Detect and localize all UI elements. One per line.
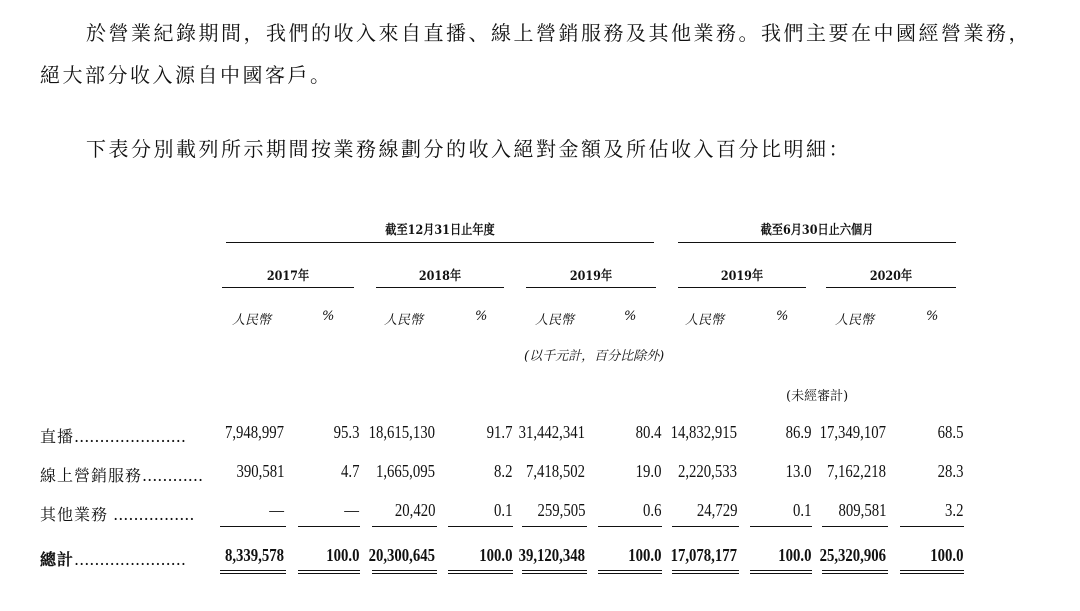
currency-label: 人民幣 xyxy=(535,313,575,328)
subtotal-rule xyxy=(372,526,437,527)
intro-paragraph: 於營業紀錄期間，我們的收入來自直播、線上營銷服務及其他業務。我們主要在中國經營業務，絕大部分收入源自中國客戶。 xyxy=(40,21,1031,87)
percent-cell: 8.2 xyxy=(493,461,512,481)
row-label-leader: ................ xyxy=(108,505,195,524)
subtotal-rule xyxy=(298,526,360,527)
percent-label: % xyxy=(475,309,488,324)
total-double-rule xyxy=(448,570,513,574)
total-amount-cell: 20,300,645 xyxy=(368,545,435,565)
percent-cell: 80.4 xyxy=(635,422,661,442)
total-percent-cell: 100.0 xyxy=(627,545,661,565)
group-header: 截至6月30日止六個月 xyxy=(760,223,874,238)
total-percent-cell: 100.0 xyxy=(478,545,512,565)
percent-label: % xyxy=(926,309,939,324)
row-label xyxy=(40,502,194,525)
total-double-rule xyxy=(750,570,812,574)
subtotal-rule xyxy=(672,526,739,527)
period-header-rule xyxy=(678,287,806,288)
percent-cell: 19.0 xyxy=(635,461,661,481)
period-header: 2019年 xyxy=(569,269,613,284)
amount-cell: 7,948,997 xyxy=(224,422,284,442)
total-amount-cell: 25,320,906 xyxy=(819,545,886,565)
amount-cell: 31,442,341 xyxy=(518,422,585,442)
total-double-rule xyxy=(522,570,587,574)
row-label-text: 其他業務 xyxy=(40,505,109,524)
percent-cell: 95.3 xyxy=(333,422,359,442)
group-header: 截至12月31日止年度 xyxy=(385,223,495,238)
amount-cell: 18,615,130 xyxy=(368,422,435,442)
subtotal-rule xyxy=(900,526,964,527)
total-amount-cell: 39,120,348 xyxy=(518,545,585,565)
period-header-rule xyxy=(222,287,354,288)
amount-cell: 2,220,533 xyxy=(677,461,737,481)
percent-cell: 3.2 xyxy=(944,500,963,520)
percent-cell: 68.5 xyxy=(937,422,963,442)
total-double-rule xyxy=(672,570,739,574)
total-double-rule xyxy=(598,570,662,574)
subtotal-rule xyxy=(822,526,888,527)
percent-label: % xyxy=(322,309,335,324)
percent-cell: — xyxy=(344,500,359,520)
amount-cell: 20,420 xyxy=(394,500,435,520)
total-label xyxy=(40,547,186,570)
percent-cell: 0.1 xyxy=(792,500,811,520)
total-label-leader: ...................... xyxy=(74,550,186,569)
currency-label: 人民幣 xyxy=(384,313,424,328)
total-double-rule xyxy=(822,570,888,574)
currency-label: 人民幣 xyxy=(685,313,725,328)
amount-cell: — xyxy=(269,500,284,520)
total-double-rule xyxy=(372,570,437,574)
period-header-rule xyxy=(826,287,956,288)
percent-cell: 13.0 xyxy=(785,461,811,481)
amount-cell: 24,729 xyxy=(696,500,737,520)
percent-cell: 91.7 xyxy=(486,422,512,442)
row-label-text: 直播 xyxy=(40,427,75,446)
period-header: 2020年 xyxy=(869,269,913,284)
period-header: 2019年 xyxy=(720,269,764,284)
total-double-rule xyxy=(298,570,360,574)
row-label-leader: ...................... xyxy=(74,427,186,446)
amount-cell: 1,665,095 xyxy=(375,461,435,481)
total-percent-cell: 100.0 xyxy=(929,545,963,565)
amount-cell: 390,581 xyxy=(236,461,284,481)
total-amount-cell: 8,339,578 xyxy=(224,545,284,565)
row-label xyxy=(40,463,203,486)
unaudited-note: (未經審計) xyxy=(786,389,849,404)
row-label-leader: ............ xyxy=(142,466,204,485)
group-header-rule xyxy=(226,242,654,243)
currency-label: 人民幣 xyxy=(232,313,272,328)
amount-cell: 17,349,107 xyxy=(819,422,886,442)
currency-label: 人民幣 xyxy=(835,313,875,328)
subtotal-rule xyxy=(220,526,286,527)
percent-cell: 0.1 xyxy=(493,500,512,520)
amount-cell: 14,832,915 xyxy=(670,422,737,442)
subtotal-rule xyxy=(598,526,662,527)
percent-label: % xyxy=(776,309,789,324)
total-percent-cell: 100.0 xyxy=(777,545,811,565)
percent-cell: 28.3 xyxy=(937,461,963,481)
amount-cell: 7,418,502 xyxy=(525,461,585,481)
row-label xyxy=(40,424,186,447)
percent-label: % xyxy=(624,309,637,324)
table-intro-paragraph: 下表分別載列所示期間按業務線劃分的收入絕對金額及所佔收入百分比明細： xyxy=(86,137,851,161)
amount-cell: 259,505 xyxy=(537,500,585,520)
percent-cell: 4.7 xyxy=(340,461,359,481)
amount-cell: 809,581 xyxy=(838,500,886,520)
percent-cell: 86.9 xyxy=(785,422,811,442)
period-header: 2018年 xyxy=(418,269,462,284)
unit-note: (以千元計，百分比除外) xyxy=(524,349,665,364)
subtotal-rule xyxy=(522,526,587,527)
total-double-rule xyxy=(220,570,286,574)
row-label-text: 線上營銷服務 xyxy=(40,466,143,485)
total-amount-cell: 17,078,177 xyxy=(670,545,737,565)
total-label-text: 總計 xyxy=(40,550,75,569)
subtotal-rule xyxy=(448,526,513,527)
period-header: 2017年 xyxy=(266,269,310,284)
group-header-rule xyxy=(678,242,956,243)
total-percent-cell: 100.0 xyxy=(325,545,359,565)
amount-cell: 7,162,218 xyxy=(826,461,886,481)
percent-cell: 0.6 xyxy=(642,500,661,520)
total-double-rule xyxy=(900,570,964,574)
period-header-rule xyxy=(376,287,504,288)
period-header-rule xyxy=(526,287,656,288)
subtotal-rule xyxy=(750,526,812,527)
